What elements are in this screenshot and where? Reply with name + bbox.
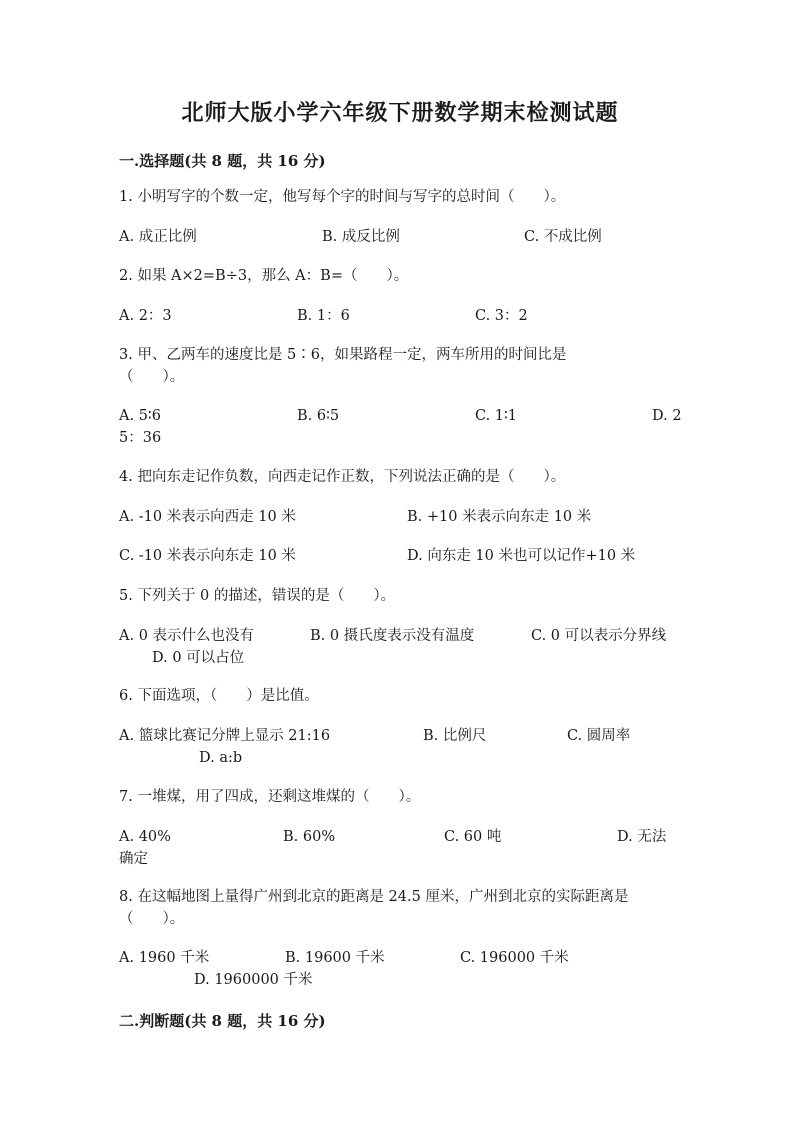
question-6-option-c: C. 圆周率 bbox=[567, 728, 631, 744]
question-8-option-a: A. 1960 千米 bbox=[119, 950, 210, 966]
question-1-option-b: B. 成反比例 bbox=[322, 229, 400, 245]
question-3-option-a: A. 5∶6 bbox=[119, 408, 161, 424]
question-3-option-d-continued: 5：36 bbox=[119, 430, 162, 446]
question-4-option-d: D. 向东走 10 米也可以记作+10 米 bbox=[407, 548, 636, 564]
question-7-stem: 7. 一堆煤，用了四成，还剩这堆煤的（ ）。 bbox=[119, 789, 421, 805]
question-2-option-b: B. 1：6 bbox=[297, 308, 350, 324]
section-heading-true-false: 二.判断题(共 8 题，共 16 分) bbox=[119, 1012, 326, 1030]
question-6-stem: 6. 下面选项，（ ）是比值。 bbox=[119, 688, 319, 704]
question-2-stem: 2. 如果 A×2=B÷3，那么 A：B=（ ）。 bbox=[119, 268, 409, 284]
question-4-option-c: C. -10 米表示向东走 10 米 bbox=[119, 548, 296, 564]
question-1-option-a: A. 成正比例 bbox=[119, 229, 197, 245]
question-1-option-c: C. 不成比例 bbox=[524, 229, 602, 245]
question-7-option-d-continued: 确定 bbox=[119, 851, 148, 867]
question-4-option-b: B. +10 米表示向东走 10 米 bbox=[407, 509, 592, 525]
page-title: 北师大版小学六年级下册数学期末检测试题 bbox=[181, 100, 619, 126]
question-6-option-b: B. 比例尺 bbox=[423, 728, 487, 744]
question-8-stem-line2: （ ）。 bbox=[119, 911, 185, 927]
question-3-stem-line1: 3. 甲、乙两车的速度比是 5∶6，如果路程一定，两车所用的时间比是 bbox=[119, 347, 567, 363]
question-4-option-a: A. -10 米表示向西走 10 米 bbox=[119, 509, 296, 525]
question-5-stem: 5. 下列关于 0 的描述，错误的是（ ）。 bbox=[119, 588, 396, 604]
question-6-option-a: A. 篮球比赛记分牌上显示 21:16 bbox=[119, 728, 331, 744]
question-8-stem-line1: 8. 在这幅地图上量得广州到北京的距离是 24.5 厘米，广州到北京的实际距离是 bbox=[119, 889, 629, 905]
question-2-option-c: C. 3：2 bbox=[475, 308, 528, 324]
question-7-option-c: C. 60 吨 bbox=[444, 829, 502, 845]
question-6-option-d: D. a:b bbox=[199, 750, 243, 766]
question-3-option-c: C. 1∶1 bbox=[475, 408, 518, 424]
question-3-stem-line2: （ ）。 bbox=[119, 369, 185, 385]
question-8-option-b: B. 19600 千米 bbox=[285, 950, 385, 966]
question-4-stem: 4. 把向东走记作负数，向西走记作正数，下列说法正确的是（ ）。 bbox=[119, 469, 566, 485]
question-5-option-a: A. 0 表示什么也没有 bbox=[119, 628, 255, 644]
question-5-option-d: D. 0 可以占位 bbox=[152, 650, 245, 666]
question-5-option-b: B. 0 摄氏度表示没有温度 bbox=[310, 628, 475, 644]
question-7-option-a: A. 40% bbox=[119, 829, 171, 845]
question-8-option-d: D. 1960000 千米 bbox=[194, 972, 313, 988]
question-8-option-c: C. 196000 千米 bbox=[460, 950, 569, 966]
question-5-option-c: C. 0 可以表示分界线 bbox=[531, 628, 667, 644]
question-7-option-b: B. 60% bbox=[283, 829, 336, 845]
question-7-option-d: D. 无法 bbox=[617, 829, 667, 845]
question-1-stem: 1. 小明写字的个数一定，他写每个字的时间与写字的总时间（ ）。 bbox=[119, 189, 566, 205]
question-3-option-d: D. 2 bbox=[652, 408, 682, 424]
section-heading-choice: 一.选择题(共 8 题，共 16 分) bbox=[119, 152, 326, 170]
question-2-option-a: A. 2：3 bbox=[119, 308, 172, 324]
question-3-option-b: B. 6∶5 bbox=[297, 408, 340, 424]
